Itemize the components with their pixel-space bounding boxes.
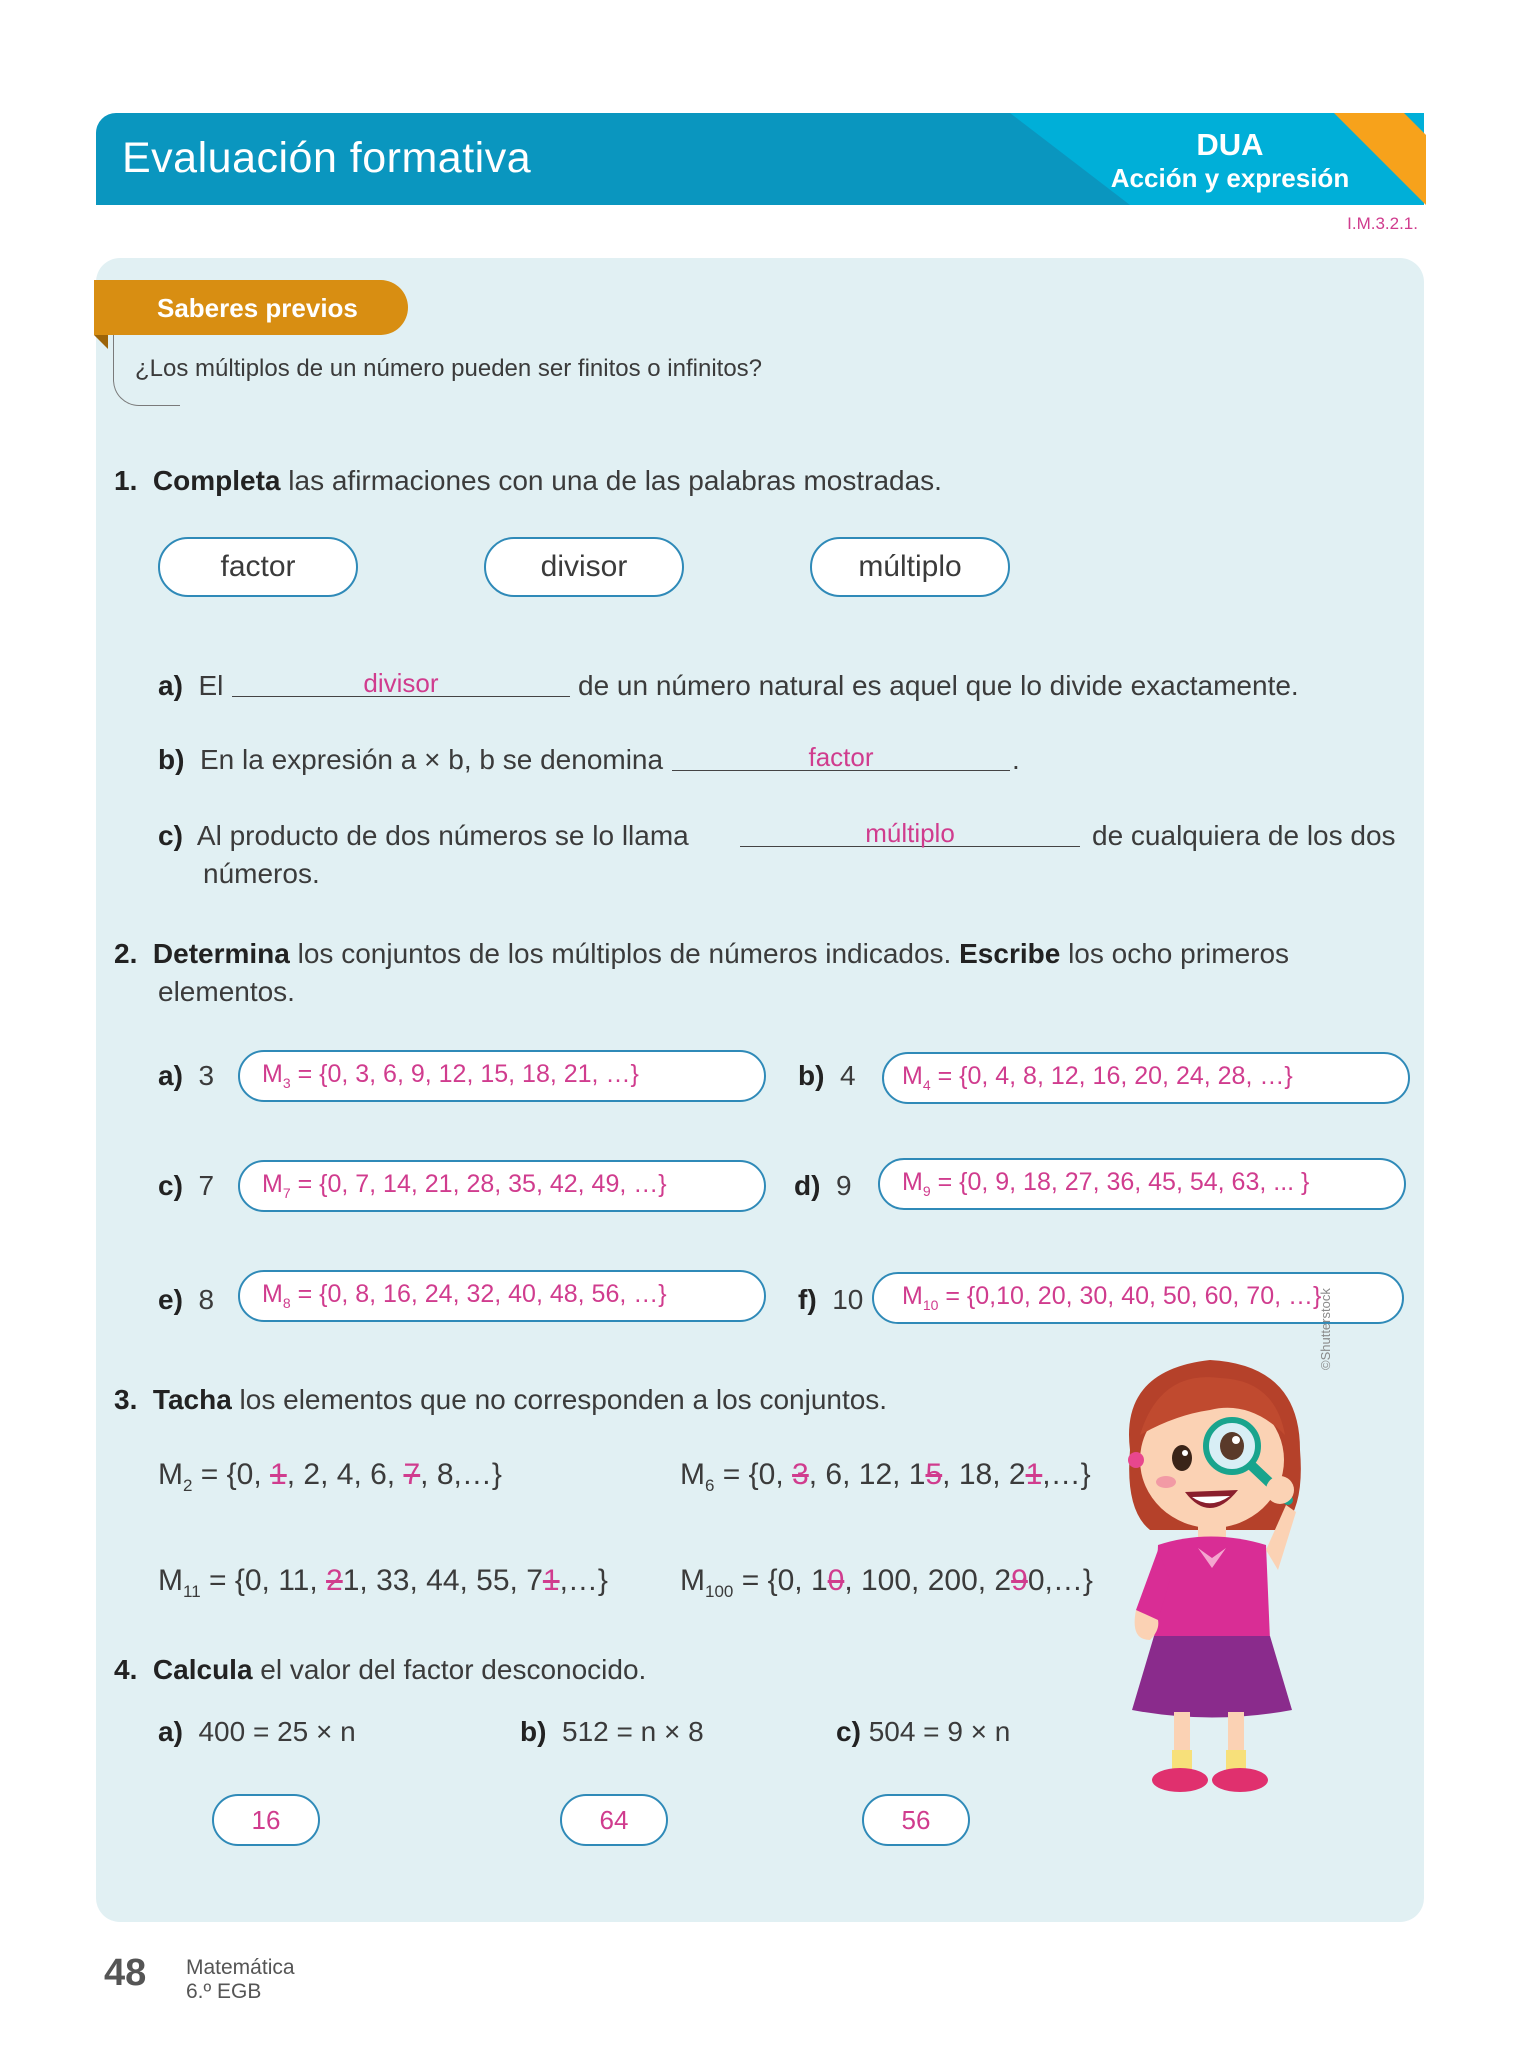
q3-statement [114, 1384, 887, 1416]
q1b-after: . [1012, 744, 1020, 775]
q4c-answer[interactable]: 56 [862, 1794, 970, 1846]
q2a-answer: $M_3 = \{0$, 3, 6, 9, 12, 15, 18, 21, …} [262, 1060, 639, 1091]
crossed-element: 1 [1025, 1458, 1043, 1491]
q4-statement [114, 1654, 646, 1686]
q2-number: 2. [114, 938, 138, 969]
q4b-expression: b) 512 = n × 8 [520, 1716, 704, 1747]
q2c-answer: $M_7 = \{0$, 7, 14, 21, 28, 35, 42, 49, …} [262, 1170, 667, 1201]
crossed-element: 0 [827, 1564, 845, 1597]
q2-verb1: Determina [152, 938, 290, 969]
q2a-number: 3 [198, 1060, 215, 1091]
girl-magnifier-illustration [1100, 1340, 1340, 1810]
saberes-fold [94, 335, 108, 349]
q1-verb: Completa [152, 465, 281, 496]
saberes-question: ¿Los múltiplos de un número pueden ser finitos o infinitos? [135, 355, 763, 382]
q2a-label: a) [158, 1060, 183, 1091]
q2e-label: e) [158, 1284, 183, 1315]
q3-rest: los elementos que no corresponden a los conjuntos. [231, 1384, 888, 1415]
q2b-number: 4 [840, 1060, 856, 1091]
crossed-element: 7 [403, 1458, 421, 1491]
q1b-label: b) [158, 744, 185, 775]
q1c-before: Al producto de dos números se lo llama [196, 820, 689, 851]
q1c-label: c) [158, 820, 183, 851]
q3-set-m2: $M_2 = \{0$, 1, 2, 4, 6, 7, 8,…} [158, 1458, 502, 1495]
q3-number: 3. [114, 1384, 138, 1415]
q2e-answer: $M_8 = \{0$, 8, 16, 24, 32, 40, 48, 56, …} [262, 1280, 667, 1311]
q2-end: los ocho primeros [1060, 938, 1290, 969]
q4a-expression: a) 400 = 25 × n [158, 1716, 356, 1747]
q2d-answer: $M_9 = \{0$, 9, 18, 27, 36, 45, 54, 63, ... } [902, 1168, 1310, 1199]
q2f-label: f) [798, 1284, 817, 1315]
saberes-label: Saberes previos [157, 293, 358, 323]
crossed-element: 1 [270, 1458, 287, 1491]
footer-grade: 6.º EGB [186, 1980, 262, 2003]
q2e-number: 8 [198, 1284, 215, 1315]
q2b-lead [798, 1060, 856, 1092]
q1a-after: de un número natural es aquel que lo divide exactamente. [578, 670, 1299, 701]
q1a-before: El [198, 670, 224, 701]
image-credit: ©Shutterstock [1318, 1288, 1333, 1370]
crossed-element: 2 [326, 1564, 343, 1597]
q2d-label: d) [794, 1170, 821, 1201]
word-pill-multiplo[interactable]: múltiplo [810, 537, 1010, 597]
q2-statement [114, 938, 1289, 970]
q2e-lead [158, 1284, 214, 1316]
q2-mid: los conjuntos de los múltiplos de números indicados. [289, 938, 960, 969]
q3-set-m11: $M_{11} = \{0$, 11, 21, 33, 44, 55, 71,…} [158, 1564, 608, 1601]
q3-verb: Tacha [152, 1384, 232, 1415]
q3-set-m100: $M_{100} = \{0$, 10, 100, 200, 290,…} [680, 1564, 1093, 1601]
q2-statement-line2: elementos. [158, 976, 295, 1007]
q1b-answer: factor [808, 742, 874, 772]
q2c-number: 7 [198, 1170, 215, 1201]
q2f-number: 10 [832, 1284, 864, 1315]
q1b-before: En la expresión a × b, b se denomina [200, 744, 664, 775]
q2d-lead [794, 1170, 852, 1202]
crossed-element: 5 [925, 1458, 943, 1491]
q4c-expression: c) 504 = 9 × n [836, 1716, 1011, 1747]
q2a-lead [158, 1060, 214, 1092]
q1a-answer: divisor [363, 668, 439, 698]
crossed-element: 1 [542, 1564, 560, 1597]
q4-number: 4. [114, 1654, 138, 1685]
q1c-answer: múltiplo [865, 818, 955, 848]
q2f-answer: $M_{10} = \{0,10$, 20, 30, 40, 50, 60, 70, …} [902, 1282, 1322, 1313]
q1-number: 1. [114, 465, 138, 496]
dua-title: DUA [1196, 127, 1264, 162]
q2-verb2: Escribe [959, 938, 1061, 969]
footer-subject: Matemática [186, 1956, 295, 1979]
crossed-element: 3 [792, 1458, 809, 1491]
q1b-lead [158, 744, 663, 776]
indicator-code: I.M.3.2.1. [1347, 214, 1418, 233]
q2b-label: b) [798, 1060, 825, 1091]
page-title: Evaluación formativa [122, 134, 532, 182]
q1a-lead [158, 670, 223, 702]
q2f-lead [798, 1284, 863, 1316]
q2c-lead [158, 1170, 214, 1202]
q4-rest: el valor del factor desconocido. [252, 1654, 647, 1685]
q1c-after-line2: números. [203, 858, 320, 889]
q3-set-m6: $M_6 = \{0$, 3, 6, 12, 15, 18, 21,…} [680, 1458, 1091, 1495]
q2b-answer: $M_4 = \{0$, 4, 8, 12, 16, 20, 24, 28, …} [902, 1062, 1293, 1093]
q4-verb: Calcula [152, 1654, 253, 1685]
dua-subtitle: Acción y expresión [1110, 163, 1350, 193]
q1c-lead [158, 820, 689, 852]
q4b-answer[interactable]: 64 [560, 1794, 668, 1846]
q4a-answer[interactable]: 16 [212, 1794, 320, 1846]
q1-rest: las afirmaciones con una de las palabras mostradas. [280, 465, 942, 496]
crossed-element: 9 [1011, 1564, 1028, 1597]
word-pill-factor[interactable]: factor [158, 537, 358, 597]
q1c-after: de cualquiera de los dos [1092, 820, 1396, 851]
q2c-label: c) [158, 1170, 183, 1201]
q1-statement [114, 465, 942, 497]
word-pill-divisor[interactable]: divisor [484, 537, 684, 597]
q1a-label: a) [158, 670, 183, 701]
page-number: 48 [104, 1952, 147, 1994]
q2d-number: 9 [836, 1170, 852, 1201]
